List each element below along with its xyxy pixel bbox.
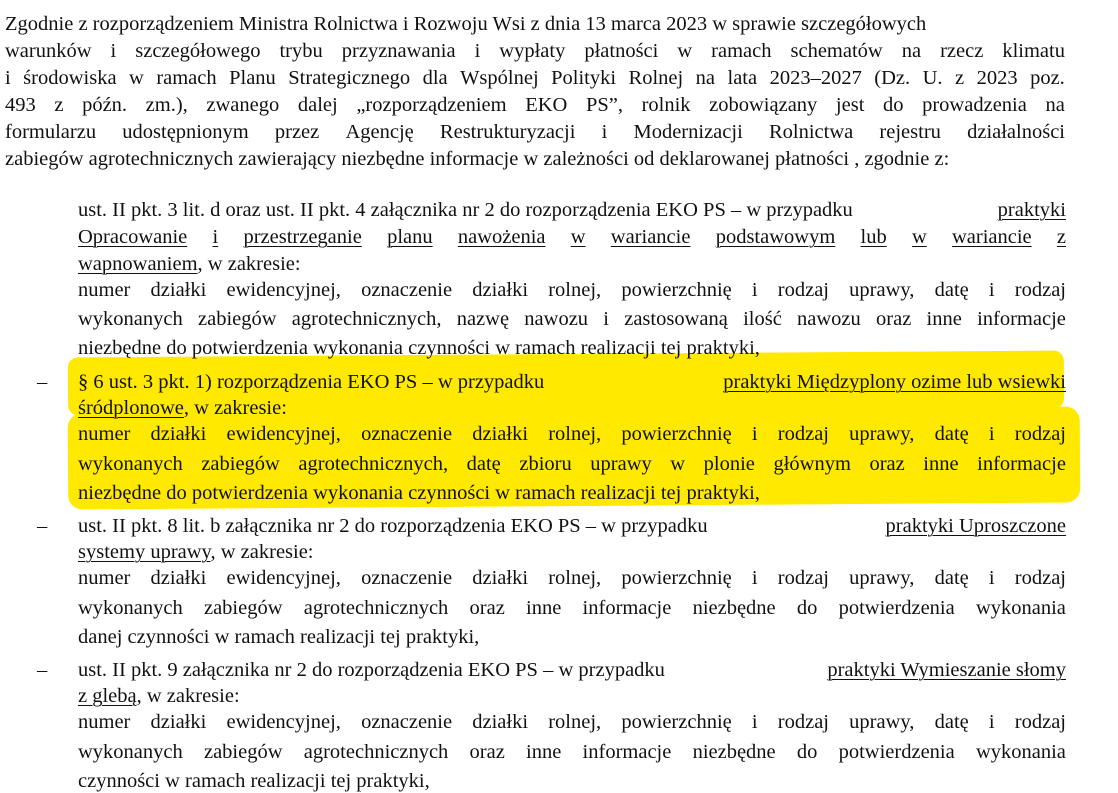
- word: z: [955, 67, 965, 89]
- item-detail-line: [78, 740, 1066, 764]
- word: w: [570, 226, 586, 248]
- word: oraz: [469, 741, 505, 763]
- word: i: [988, 423, 995, 445]
- paragraph-line: zabiegów agrotechnicznych zawierający niezbędne informacje w zależności od deklarowanej płatności , zgodnie z:: [5, 148, 950, 170]
- word: planu: [387, 226, 433, 248]
- word: płatności: [584, 40, 659, 62]
- word: i: [474, 40, 481, 62]
- dash-bullet: –: [37, 515, 48, 537]
- word: PS”,: [585, 94, 623, 116]
- word: wykonania: [975, 597, 1066, 619]
- word: datę: [934, 423, 969, 445]
- word: szczegółowego: [135, 40, 261, 62]
- word: zwanego: [206, 94, 280, 116]
- word: działalności: [967, 121, 1065, 143]
- word: głównym: [773, 453, 851, 475]
- word: numer: [78, 423, 131, 445]
- word: na: [1045, 94, 1065, 116]
- word: zabiegów: [201, 453, 280, 475]
- word: do: [796, 741, 818, 763]
- word: Opracowanie: [78, 226, 188, 248]
- word: datę: [934, 567, 969, 589]
- practice-link: śródplonowe: [78, 397, 184, 419]
- word: Planu: [229, 67, 276, 89]
- item-detail-line: niezbędne do potwierdzenia wykonania czynności w ramach realizacji tej praktyki,: [78, 337, 760, 359]
- word: oznaczenie: [361, 567, 453, 589]
- word: nawozu: [797, 308, 861, 330]
- word: uprawy,: [849, 279, 915, 301]
- word: z: [1056, 226, 1066, 248]
- word: prowadzenia: [922, 94, 1027, 116]
- item-detail-line: czynności w ramach realizacji tej praktyki,: [78, 770, 430, 792]
- word: plonie: [703, 453, 755, 475]
- word: warunków: [5, 40, 92, 62]
- word: Agencję: [345, 121, 414, 143]
- word: i: [5, 67, 11, 89]
- word: na: [695, 67, 716, 89]
- word: wykonanych: [78, 597, 183, 619]
- word: oznaczenie: [361, 423, 453, 445]
- word: Wspólnej: [460, 67, 539, 89]
- practice-link: [78, 225, 1066, 249]
- word: informacje: [582, 741, 672, 763]
- practice-link: praktyki Międzyplony ozime lub wsiewki: [723, 371, 1066, 393]
- word: oraz: [869, 453, 905, 475]
- word: nawożenia: [457, 226, 546, 248]
- word: inne: [526, 741, 562, 763]
- word: jest: [835, 94, 865, 116]
- word: lata: [727, 67, 758, 89]
- word: 2023–2027: [769, 67, 862, 89]
- word: dalej: [297, 94, 338, 116]
- word: potwierdzenia: [838, 741, 955, 763]
- item-detail-line: [78, 307, 1066, 331]
- word: późn.: [82, 94, 128, 116]
- word: datę: [466, 453, 501, 475]
- dash-bullet: –: [37, 371, 48, 393]
- word: wykonanych: [78, 308, 183, 330]
- word: powierzchnię: [621, 567, 732, 589]
- practice-link: wapnowaniem: [78, 253, 198, 275]
- word: EKO: [525, 94, 568, 116]
- word: numer: [78, 279, 131, 301]
- word: przyznawania: [341, 40, 456, 62]
- word: powierzchnię: [621, 711, 732, 733]
- word: i: [751, 423, 758, 445]
- word: rolnej,: [548, 423, 602, 445]
- word: lub: [860, 226, 887, 248]
- word: „rozporządzeniem: [356, 94, 507, 116]
- word: oraz: [876, 308, 912, 330]
- word: rejestru: [879, 121, 941, 143]
- word: ramach: [156, 67, 217, 89]
- word: i: [751, 567, 758, 589]
- word: rodzaj: [1014, 279, 1066, 301]
- word: datę: [934, 279, 969, 301]
- word: Restrukturyzacji: [439, 121, 576, 143]
- word: agrotechnicznych: [303, 597, 449, 619]
- word: agrotechnicznych: [303, 741, 449, 763]
- word: rolnej,: [548, 279, 602, 301]
- word: zabiegów: [203, 741, 283, 763]
- paragraph-line: [5, 120, 1065, 144]
- item-detail-line: niezbędne do potwierdzenia wykonania czynności w ramach realizacji tej praktyki,: [78, 482, 760, 504]
- word: w: [129, 67, 144, 89]
- word: działki: [472, 567, 529, 589]
- word: wykonania: [975, 741, 1066, 763]
- word: 493: [5, 94, 36, 116]
- word: rolnej,: [548, 711, 602, 733]
- word: uprawy,: [849, 711, 915, 733]
- word: i: [751, 711, 758, 733]
- word: powierzchnię: [621, 423, 732, 445]
- word: i: [988, 279, 995, 301]
- word: i: [988, 567, 995, 589]
- word: dla: [422, 67, 448, 89]
- word: wykonanych: [78, 741, 183, 763]
- word: rodzaj: [777, 711, 829, 733]
- word: przez: [274, 121, 320, 143]
- word: numer: [78, 711, 131, 733]
- word: Rolnictwa: [768, 121, 854, 143]
- word: rodzaj: [777, 279, 829, 301]
- word: działki: [150, 567, 207, 589]
- word: wypłaty: [499, 40, 566, 62]
- word: wykonanych: [78, 453, 183, 475]
- word: podstawowym: [715, 226, 836, 248]
- word: ewidencyjnej,: [226, 423, 341, 445]
- item-heading-line: systemy uprawy, w zakresie:: [78, 541, 314, 563]
- word: numer: [78, 567, 131, 589]
- word: w: [911, 226, 927, 248]
- word: z: [54, 94, 64, 116]
- word: zabiegów: [203, 597, 283, 619]
- word: uprawy: [590, 453, 652, 475]
- word: w: [670, 453, 686, 475]
- word: rodzaj: [1014, 711, 1066, 733]
- word: inne: [923, 453, 959, 475]
- item-heading-line: § 6 ust. 3 pkt. 1) rozporządzenia EKO PS – w przypadku praktyki Międzyplony ozime lub wsiewki: [78, 371, 1066, 393]
- word: agrotechnicznych,: [291, 308, 442, 330]
- word: do: [796, 597, 818, 619]
- word: inne: [526, 597, 562, 619]
- word: rodzaj: [777, 423, 829, 445]
- word: rolnej,: [548, 567, 602, 589]
- word: zobowiązany: [709, 94, 818, 116]
- word: działki: [150, 711, 207, 733]
- word: potwierdzenia: [838, 597, 955, 619]
- word: uprawy,: [849, 567, 915, 589]
- word: i: [212, 226, 219, 248]
- word: schematów: [790, 40, 883, 62]
- word: działki: [472, 423, 529, 445]
- word: nawozu: [524, 308, 589, 330]
- word: Rolnej: [628, 67, 684, 89]
- word: informacje: [977, 308, 1066, 330]
- word: inne: [926, 308, 962, 330]
- word: zastosowaną: [624, 308, 728, 330]
- word: rodzaj: [777, 567, 829, 589]
- item-heading-line: ust. II pkt. 8 lit. b załącznika nr 2 do rozporządzenia EKO PS – w przypadku praktyki Uproszczone: [78, 515, 1066, 537]
- item-detail-line: [78, 452, 1066, 476]
- paragraph-line: [5, 66, 1065, 90]
- word: zabiegów: [198, 308, 277, 330]
- word: ilość: [743, 308, 782, 330]
- word: i: [603, 308, 609, 330]
- word: informacje: [977, 453, 1066, 475]
- item-detail-line: [78, 566, 1066, 590]
- word: rzecz: [940, 40, 984, 62]
- word: ewidencyjnej,: [226, 567, 341, 589]
- word: rolnik: [641, 94, 691, 116]
- word: przestrzeganie: [243, 226, 362, 248]
- word: Polityki: [551, 67, 617, 89]
- item-heading-line: ust. II pkt. 9 załącznika nr 2 do rozporządzenia EKO PS – w przypadku praktyki Wymieszanie słomy: [78, 659, 1066, 681]
- paragraph-line: [5, 39, 1065, 63]
- word: Modernizacji: [633, 121, 743, 143]
- word: oznaczenie: [361, 279, 453, 301]
- word: powierzchnię: [621, 279, 732, 301]
- item-detail-line: [78, 710, 1066, 734]
- word: działki: [150, 423, 207, 445]
- word: do: [883, 94, 904, 116]
- dash-bullet: –: [37, 659, 48, 681]
- word: agrotechnicznych,: [298, 453, 449, 475]
- word: udostępnionym: [122, 121, 249, 143]
- word: poz.: [1030, 67, 1065, 89]
- practice-link: praktyki Wymieszanie słomy: [827, 659, 1066, 681]
- word: nazwę: [456, 308, 510, 330]
- word: rodzaj: [1014, 423, 1066, 445]
- word: w: [677, 40, 693, 62]
- word: rodzaj: [1014, 567, 1066, 589]
- word: środowiska: [23, 67, 117, 89]
- word: niezbędne: [692, 741, 776, 763]
- word: i: [110, 40, 117, 62]
- item-heading-line: z glebą, w zakresie:: [78, 685, 240, 707]
- word: ewidencyjnej,: [226, 279, 341, 301]
- word: zm.),: [145, 94, 188, 116]
- word: ewidencyjnej,: [226, 711, 341, 733]
- item-detail-line: danej czynności w ramach realizacji tej praktyki,: [78, 626, 480, 648]
- item-detail-line: [78, 278, 1066, 302]
- word: i: [751, 279, 758, 301]
- practice-link: praktyki Uproszczone: [885, 515, 1066, 537]
- word: oznaczenie: [361, 711, 453, 733]
- word: oraz: [469, 597, 505, 619]
- paragraph-line: Zgodnie z rozporządzeniem Ministra Rolnictwa i Rozwoju Wsi z dnia 13 marca 2023 w sprawie szczegółowych: [5, 13, 927, 35]
- word: niezbędne: [692, 597, 776, 619]
- word: działki: [472, 711, 529, 733]
- practice-link: praktyki: [997, 199, 1066, 221]
- practice-link: z glebą: [78, 685, 137, 707]
- word: na: [901, 40, 922, 62]
- word: i: [601, 121, 608, 143]
- word: klimatu: [1002, 40, 1065, 62]
- item-heading-line: śródplonowe, w zakresie:: [78, 397, 287, 419]
- word: wariancie: [951, 226, 1032, 248]
- word: i: [988, 711, 995, 733]
- item-heading-line: ust. II pkt. 3 lit. d oraz ust. II pkt. 4 załącznika nr 2 do rozporządzenia EKO PS – w przypadku praktyki: [78, 199, 1066, 221]
- item-heading-line: wapnowaniem, w zakresie:: [78, 253, 301, 275]
- word: działki: [472, 279, 529, 301]
- paragraph-line: [5, 93, 1065, 117]
- word: trybu: [279, 40, 323, 62]
- word: 2023: [976, 67, 1018, 89]
- word: formularzu: [5, 121, 97, 143]
- word: wariancie: [610, 226, 691, 248]
- word: zbioru: [519, 453, 572, 475]
- word: U.: [922, 67, 943, 89]
- word: działki: [150, 279, 207, 301]
- word: datę: [934, 711, 969, 733]
- item-detail-line: [78, 422, 1066, 446]
- item-detail-line: [78, 596, 1066, 620]
- word: (Dz.: [874, 67, 911, 89]
- word: Strategicznego: [288, 67, 411, 89]
- practice-link: systemy uprawy: [78, 541, 211, 563]
- word: ramach: [711, 40, 772, 62]
- word: uprawy,: [849, 423, 915, 445]
- word: informacje: [582, 597, 672, 619]
